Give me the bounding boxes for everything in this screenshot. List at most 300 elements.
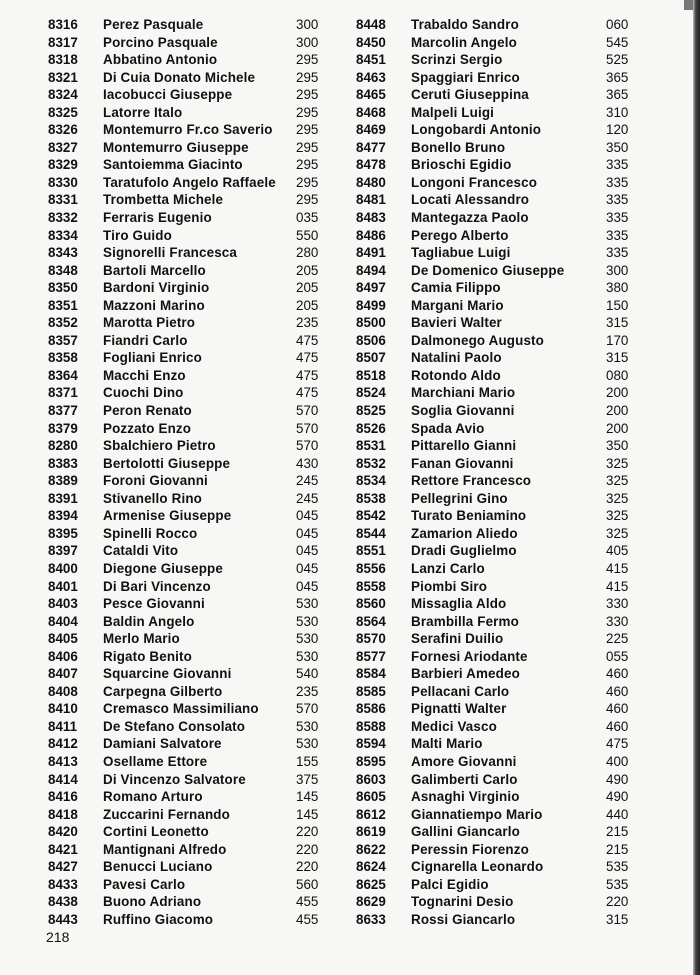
entry-name: Palci Egidio bbox=[411, 876, 489, 892]
entry-number: 8624 bbox=[356, 859, 386, 875]
entry-name: Piombi Siro bbox=[411, 578, 488, 594]
entry-code: 365 bbox=[606, 87, 629, 103]
entry-code: 215 bbox=[606, 824, 629, 840]
entry-name: Pavesi Carlo bbox=[103, 876, 186, 892]
entry-number: 8534 bbox=[356, 473, 386, 489]
entry-code: 460 bbox=[606, 666, 629, 682]
entry-code: 455 bbox=[296, 911, 319, 927]
entry-number: 8324 bbox=[48, 87, 78, 103]
entry-code: 475 bbox=[296, 367, 319, 383]
entry-name: Giannatiempo Mario bbox=[411, 806, 543, 822]
entry-code: 325 bbox=[606, 508, 629, 524]
entry-name: Medici Vasco bbox=[411, 718, 497, 734]
entry-code: 225 bbox=[606, 631, 629, 647]
entry-number: 8397 bbox=[48, 543, 78, 559]
entry-number: 8352 bbox=[48, 315, 78, 331]
entry-number: 8633 bbox=[356, 911, 386, 927]
entry-name: Pignatti Walter bbox=[411, 701, 507, 717]
entry-number: 8394 bbox=[48, 508, 78, 524]
entry-code: 570 bbox=[296, 438, 319, 454]
entry-code: 475 bbox=[296, 332, 319, 348]
entry-name: Signorelli Francesca bbox=[103, 245, 237, 261]
entry-code: 540 bbox=[296, 666, 319, 682]
entry-code: 545 bbox=[606, 34, 629, 50]
entry-number: 8531 bbox=[356, 438, 386, 454]
entry-number: 8383 bbox=[48, 455, 78, 471]
entry-code: 570 bbox=[296, 420, 319, 436]
entry-name: Galimberti Carlo bbox=[411, 771, 518, 787]
entry-name: Rotondo Aldo bbox=[411, 367, 501, 383]
entry-code: 315 bbox=[606, 315, 629, 331]
entry-code: 455 bbox=[296, 894, 319, 910]
entry-number: 8497 bbox=[356, 280, 386, 296]
entry-code: 535 bbox=[606, 876, 629, 892]
entry-name: Margani Mario bbox=[411, 297, 504, 313]
entry-name: Bonello Bruno bbox=[411, 139, 506, 155]
entry-name: Malpeli Luigi bbox=[411, 104, 495, 120]
entry-number: 8542 bbox=[356, 508, 386, 524]
entry-number: 8404 bbox=[48, 613, 78, 629]
entry-name: Bardoni Virginio bbox=[103, 280, 210, 296]
entry-name: Foroni Giovanni bbox=[103, 473, 208, 489]
entry-number: 8391 bbox=[48, 490, 78, 506]
entry-code: 245 bbox=[296, 473, 319, 489]
entry-number: 8401 bbox=[48, 578, 78, 594]
entry-number: 8329 bbox=[48, 157, 78, 173]
entry-code: 430 bbox=[296, 455, 319, 471]
entry-number: 8538 bbox=[356, 490, 386, 506]
entry-code: 205 bbox=[296, 297, 319, 313]
entry-number: 8570 bbox=[356, 631, 386, 647]
entry-code: 380 bbox=[606, 280, 629, 296]
entry-number: 8317 bbox=[48, 34, 78, 50]
entry-code: 330 bbox=[606, 613, 629, 629]
entry-name: Ceruti Giuseppina bbox=[411, 87, 529, 103]
entry-name: Macchi Enzo bbox=[103, 367, 186, 383]
entry-code: 055 bbox=[606, 648, 629, 664]
entry-code: 550 bbox=[296, 227, 319, 243]
entry-name: Marotta Pietro bbox=[103, 315, 196, 331]
entry-name: Zamarion Aliedo bbox=[411, 525, 518, 541]
entry-name: Ruffino Giacomo bbox=[103, 911, 214, 927]
entry-number: 8544 bbox=[356, 525, 386, 541]
entry-number: 8410 bbox=[48, 701, 78, 717]
entry-name: Pellacani Carlo bbox=[411, 683, 510, 699]
entry-code: 295 bbox=[296, 52, 319, 68]
entry-number: 8595 bbox=[356, 753, 386, 769]
entry-name: Perez Pasquale bbox=[103, 17, 204, 32]
entry-code: 400 bbox=[606, 753, 629, 769]
entry-name: Natalini Paolo bbox=[411, 350, 502, 366]
entry-name: Fogliani Enrico bbox=[103, 350, 202, 366]
entry-code: 145 bbox=[296, 789, 319, 805]
entry-name: Osellame Ettore bbox=[103, 753, 208, 769]
entry-name: Damiani Salvatore bbox=[103, 736, 222, 752]
entry-number: 8619 bbox=[356, 824, 386, 840]
entry-number: 8413 bbox=[48, 753, 78, 769]
entry-name: Pozzato Enzo bbox=[103, 420, 192, 436]
entry-number: 8377 bbox=[48, 403, 78, 419]
entry-code: 350 bbox=[606, 438, 629, 454]
entry-number: 8364 bbox=[48, 367, 78, 383]
entry-code: 490 bbox=[606, 789, 629, 805]
entry-name: Romano Arturo bbox=[103, 789, 203, 805]
entry-code: 205 bbox=[296, 262, 319, 278]
entry-name: Gallini Giancarlo bbox=[411, 824, 520, 840]
entry-number: 8605 bbox=[356, 789, 386, 805]
entry-name: Porcino Pasquale bbox=[103, 34, 218, 50]
entry-name: Bertolotti Giuseppe bbox=[103, 455, 231, 471]
entry-name: Marchiani Mario bbox=[411, 385, 516, 401]
entry-name: Marcolin Angelo bbox=[411, 34, 517, 50]
entry-name: Tognarini Desio bbox=[411, 894, 514, 910]
entry-number: 8588 bbox=[356, 718, 386, 734]
entry-code: 375 bbox=[296, 771, 319, 787]
entry-name: Longobardi Antonio bbox=[411, 122, 542, 138]
entry-name: Scrinzi Sergio bbox=[411, 52, 503, 68]
entry-number: 8463 bbox=[356, 69, 386, 85]
entry-code: 415 bbox=[606, 578, 629, 594]
entry-name: Merlo Mario bbox=[103, 631, 180, 647]
entry-name: Sbalchiero Pietro bbox=[103, 438, 216, 454]
entry-number: 8478 bbox=[356, 157, 386, 173]
entry-code: 045 bbox=[296, 543, 319, 559]
entry-number: 8499 bbox=[356, 297, 386, 313]
entry-name: Spaggiari Enrico bbox=[411, 69, 520, 85]
entry-number: 8327 bbox=[48, 139, 78, 155]
entry-name: Cataldi Vito bbox=[103, 543, 179, 559]
entry-name: Di Bari Vincenzo bbox=[103, 578, 211, 594]
entry-number: 8332 bbox=[48, 210, 78, 226]
entry-number: 8451 bbox=[356, 52, 386, 68]
entry-name: Iacobucci Giuseppe bbox=[103, 87, 233, 103]
entry-name: Brambilla Fermo bbox=[411, 613, 519, 629]
entry-code: 325 bbox=[606, 455, 629, 471]
entry-name: Rigato Benito bbox=[103, 648, 192, 664]
entry-name: Spinelli Rocco bbox=[103, 525, 198, 541]
entry-code: 295 bbox=[296, 139, 319, 155]
entry-number: 8411 bbox=[48, 718, 78, 734]
entry-code: 535 bbox=[606, 859, 629, 875]
entry-code: 045 bbox=[296, 525, 319, 541]
entry-number: 8526 bbox=[356, 420, 386, 436]
entry-number: 8421 bbox=[48, 841, 78, 857]
entry-code: 415 bbox=[606, 560, 629, 576]
entry-name: Buono Adriano bbox=[103, 894, 202, 910]
entry-code: 325 bbox=[606, 473, 629, 489]
scan-edge-shadow bbox=[693, 0, 700, 975]
entry-number: 8584 bbox=[356, 666, 386, 682]
entry-code: 120 bbox=[606, 122, 629, 138]
entry-code: 530 bbox=[296, 648, 319, 664]
entry-name: Latorre Italo bbox=[103, 104, 183, 120]
entry-number: 8348 bbox=[48, 262, 78, 278]
entry-number: 8358 bbox=[48, 350, 78, 366]
entry-name: Pellegrini Gino bbox=[411, 490, 508, 506]
entry-number: 8507 bbox=[356, 350, 386, 366]
entry-name: Stivanello Rino bbox=[103, 490, 202, 506]
entry-number: 8371 bbox=[48, 385, 78, 401]
entry-number: 8494 bbox=[356, 262, 386, 278]
entry-code: 045 bbox=[296, 578, 319, 594]
entry-name: Turato Beniamino bbox=[411, 508, 527, 524]
entry-number: 8586 bbox=[356, 701, 386, 717]
entry-name: Peressin Fiorenzo bbox=[411, 841, 529, 857]
entry-code: 310 bbox=[606, 104, 629, 120]
entry-number: 8331 bbox=[48, 192, 78, 208]
entry-number: 8438 bbox=[48, 894, 78, 910]
entry-name: Santoiemma Giacinto bbox=[103, 157, 243, 173]
entry-number: 8433 bbox=[48, 876, 78, 892]
entry-name: Dradi Guglielmo bbox=[411, 543, 517, 559]
entry-name: Longoni Francesco bbox=[411, 174, 538, 190]
entry-code: 570 bbox=[296, 701, 319, 717]
entry-number: 8427 bbox=[48, 859, 78, 875]
entry-number: 8450 bbox=[356, 34, 386, 50]
entry-number: 8518 bbox=[356, 367, 386, 383]
entry-number: 8280 bbox=[48, 438, 78, 454]
entry-number: 8558 bbox=[356, 578, 386, 594]
entry-number: 8625 bbox=[356, 876, 386, 892]
entry-number: 8500 bbox=[356, 315, 386, 331]
entry-code: 295 bbox=[296, 157, 319, 173]
entry-code: 300 bbox=[296, 34, 319, 50]
entry-name: Baldin Angelo bbox=[103, 613, 195, 629]
entry-name: Fiandri Carlo bbox=[103, 332, 188, 348]
entry-number: 8379 bbox=[48, 420, 78, 436]
entry-number: 8407 bbox=[48, 666, 78, 682]
entry-code: 315 bbox=[606, 911, 629, 927]
entry-name: De Domenico Giuseppe bbox=[411, 262, 565, 278]
entry-number: 8481 bbox=[356, 192, 386, 208]
entry-code: 215 bbox=[606, 841, 629, 857]
entry-number: 8403 bbox=[48, 596, 78, 612]
entry-name: Trombetta Michele bbox=[103, 192, 224, 208]
entry-code: 295 bbox=[296, 104, 319, 120]
entry-code: 335 bbox=[606, 157, 629, 173]
entry-number: 8585 bbox=[356, 683, 386, 699]
entry-code: 315 bbox=[606, 350, 629, 366]
entry-name: Peron Renato bbox=[103, 403, 192, 419]
entry-name: Di Vincenzo Salvatore bbox=[103, 771, 246, 787]
entry-name: Dalmonego Augusto bbox=[411, 332, 544, 348]
entry-number: 8330 bbox=[48, 174, 78, 190]
entry-code: 035 bbox=[296, 210, 319, 226]
entry-number: 8420 bbox=[48, 824, 78, 840]
entry-name: Rettore Francesco bbox=[411, 473, 532, 489]
entry-code: 295 bbox=[296, 122, 319, 138]
entry-name: Mazzoni Marino bbox=[103, 297, 205, 313]
entry-code: 475 bbox=[296, 350, 319, 366]
entry-number: 8326 bbox=[48, 122, 78, 138]
entry-number: 8486 bbox=[356, 227, 386, 243]
entry-name: Perego Alberto bbox=[411, 227, 509, 243]
entry-code: 325 bbox=[606, 525, 629, 541]
entry-name: Armenise Giuseppe bbox=[103, 508, 232, 524]
entry-code: 200 bbox=[606, 420, 629, 436]
entry-code: 235 bbox=[296, 315, 319, 331]
entry-name: Pesce Giovanni bbox=[103, 596, 205, 612]
entry-code: 155 bbox=[296, 753, 319, 769]
entry-number: 8334 bbox=[48, 227, 78, 243]
entry-number: 8405 bbox=[48, 631, 78, 647]
entry-number: 8318 bbox=[48, 52, 78, 68]
entry-code: 365 bbox=[606, 69, 629, 85]
entry-number: 8465 bbox=[356, 87, 386, 103]
entry-number: 8551 bbox=[356, 543, 386, 559]
entry-code: 335 bbox=[606, 210, 629, 226]
entry-code: 145 bbox=[296, 806, 319, 822]
entry-number: 8448 bbox=[356, 17, 386, 32]
entry-number: 8491 bbox=[356, 245, 386, 261]
entry-code: 460 bbox=[606, 683, 629, 699]
entry-number: 8395 bbox=[48, 525, 78, 541]
entry-name: Bartoli Marcello bbox=[103, 262, 206, 278]
entry-code: 200 bbox=[606, 403, 629, 419]
entry-number: 8351 bbox=[48, 297, 78, 313]
entry-code: 150 bbox=[606, 297, 629, 313]
entry-code: 280 bbox=[296, 245, 319, 261]
entry-number: 8469 bbox=[356, 122, 386, 138]
entry-name: Mantegazza Paolo bbox=[411, 210, 529, 226]
entry-number: 8524 bbox=[356, 385, 386, 401]
entry-number: 8400 bbox=[48, 560, 78, 576]
entry-number: 8594 bbox=[356, 736, 386, 752]
entry-name: Bavieri Walter bbox=[411, 315, 502, 331]
entry-name: Fornesi Ariodante bbox=[411, 648, 528, 664]
entry-number: 8612 bbox=[356, 806, 386, 822]
entry-name: Ferraris Eugenio bbox=[103, 210, 212, 226]
entry-number: 8629 bbox=[356, 894, 386, 910]
entry-name: Tagliabue Luigi bbox=[411, 245, 511, 261]
entry-code: 235 bbox=[296, 683, 319, 699]
entry-name: Brioschi Egidio bbox=[411, 157, 512, 173]
entry-name: Cignarella Leonardo bbox=[411, 859, 544, 875]
entry-number: 8564 bbox=[356, 613, 386, 629]
entry-code: 200 bbox=[606, 385, 629, 401]
entry-number: 8480 bbox=[356, 174, 386, 190]
entry-code: 570 bbox=[296, 403, 319, 419]
entry-code: 335 bbox=[606, 227, 629, 243]
entry-code: 335 bbox=[606, 174, 629, 190]
entry-name: Montemurro Fr.co Saverio bbox=[103, 122, 273, 138]
entry-number: 8603 bbox=[356, 771, 386, 787]
entry-code: 525 bbox=[606, 52, 629, 68]
entry-number: 8350 bbox=[48, 280, 78, 296]
entry-number: 8483 bbox=[356, 210, 386, 226]
entry-code: 300 bbox=[296, 17, 319, 32]
entry-number: 8443 bbox=[48, 911, 78, 927]
entry-name: Asnaghi Virginio bbox=[411, 789, 520, 805]
entry-number: 8416 bbox=[48, 789, 78, 805]
entry-name: Lanzi Carlo bbox=[411, 560, 485, 576]
entry-code: 295 bbox=[296, 87, 319, 103]
entry-name: Taratufolo Angelo Raffaele bbox=[103, 174, 276, 190]
entry-number: 8343 bbox=[48, 245, 78, 261]
entry-name: Carpegna Gilberto bbox=[103, 683, 223, 699]
entry-name: Fanan Giovanni bbox=[411, 455, 514, 471]
entry-number: 8525 bbox=[356, 403, 386, 419]
entry-code: 530 bbox=[296, 718, 319, 734]
entry-code: 325 bbox=[606, 490, 629, 506]
entry-code: 220 bbox=[296, 859, 319, 875]
entry-code: 530 bbox=[296, 613, 319, 629]
entry-code: 350 bbox=[606, 139, 629, 155]
entry-code: 045 bbox=[296, 560, 319, 576]
page-number: 218 bbox=[46, 929, 70, 945]
entry-code: 335 bbox=[606, 192, 629, 208]
entry-number: 8325 bbox=[48, 104, 78, 120]
entry-name: Squarcine Giovanni bbox=[103, 666, 232, 682]
entry-name: Soglia Giovanni bbox=[411, 403, 515, 419]
entry-code: 460 bbox=[606, 718, 629, 734]
entry-number: 8414 bbox=[48, 771, 78, 787]
entry-code: 220 bbox=[296, 824, 319, 840]
entry-code: 460 bbox=[606, 701, 629, 717]
entry-code: 335 bbox=[606, 245, 629, 261]
entry-code: 170 bbox=[606, 332, 629, 348]
entry-number: 8316 bbox=[48, 17, 78, 32]
entry-name: Diegone Giuseppe bbox=[103, 560, 223, 576]
entry-name: Abbatino Antonio bbox=[103, 52, 218, 68]
entry-number: 8477 bbox=[356, 139, 386, 155]
entry-code: 080 bbox=[606, 367, 629, 383]
entry-code: 245 bbox=[296, 490, 319, 506]
entry-name: Mantignani Alfredo bbox=[103, 841, 227, 857]
entry-code: 330 bbox=[606, 596, 629, 612]
entry-code: 405 bbox=[606, 543, 629, 559]
entry-code: 220 bbox=[606, 894, 629, 910]
entry-code: 300 bbox=[606, 262, 629, 278]
entry-name: Montemurro Giuseppe bbox=[103, 139, 249, 155]
entry-number: 8408 bbox=[48, 683, 78, 699]
entry-name: Spada Avio bbox=[411, 420, 485, 436]
entry-number: 8506 bbox=[356, 332, 386, 348]
entry-name: Barbieri Amedeo bbox=[411, 666, 520, 682]
entry-code: 560 bbox=[296, 876, 319, 892]
entry-code: 220 bbox=[296, 841, 319, 857]
entry-name: De Stefano Consolato bbox=[103, 718, 246, 734]
entry-code: 530 bbox=[296, 631, 319, 647]
entry-name: Di Cuia Donato Michele bbox=[103, 69, 256, 85]
entry-name: Cuochi Dino bbox=[103, 385, 184, 401]
entry-name: Serafini Duilio bbox=[411, 631, 504, 647]
entry-number: 8357 bbox=[48, 332, 78, 348]
entry-number: 8622 bbox=[356, 841, 386, 857]
entry-name: Amore Giovanni bbox=[411, 753, 517, 769]
entry-code: 490 bbox=[606, 771, 629, 787]
entry-code: 295 bbox=[296, 69, 319, 85]
entry-number: 8468 bbox=[356, 104, 386, 120]
entry-number: 8532 bbox=[356, 455, 386, 471]
entry-code: 440 bbox=[606, 806, 629, 822]
entry-code: 060 bbox=[606, 17, 629, 32]
entry-code: 530 bbox=[296, 736, 319, 752]
entry-number: 8406 bbox=[48, 648, 78, 664]
entry-number: 8389 bbox=[48, 473, 78, 489]
entry-name: Camia Filippo bbox=[411, 280, 501, 296]
entry-code: 475 bbox=[606, 736, 629, 752]
entry-name: Zuccarini Fernando bbox=[103, 806, 230, 822]
entry-name: Malti Mario bbox=[411, 736, 483, 752]
entry-code: 530 bbox=[296, 596, 319, 612]
entry-name: Benucci Luciano bbox=[103, 859, 213, 875]
entry-name: Locati Alessandro bbox=[411, 192, 530, 208]
entry-name: Cremasco Massimiliano bbox=[103, 701, 259, 717]
entry-code: 475 bbox=[296, 385, 319, 401]
entry-code: 295 bbox=[296, 174, 319, 190]
entry-number: 8321 bbox=[48, 69, 78, 85]
